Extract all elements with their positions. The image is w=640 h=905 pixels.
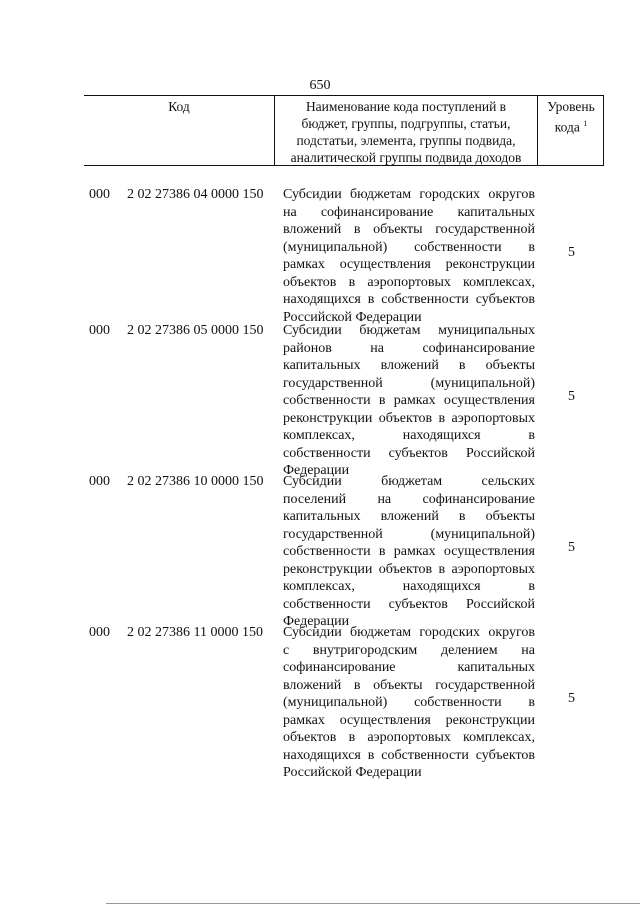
description-line: софинансирование капитальных (283, 660, 535, 675)
header-table (84, 95, 604, 166)
header-name-line: бюджет, группы, подгруппы, статьи, (301, 116, 511, 131)
admin-code: 000 (89, 625, 110, 640)
description-line: собственности в рамках осуществления (283, 544, 535, 559)
description-line: государственной (муниципальной) (283, 375, 535, 391)
description-line: (муниципальной) собственности в (283, 239, 535, 255)
description-line: Российской Федерации (283, 765, 422, 780)
description-line: находящихся в собственности субъектов (283, 747, 535, 763)
revenue-code: 2 02 27386 04 0000 150 (127, 187, 264, 202)
page-number: 650 (309, 78, 331, 93)
description-line: капитальных вложений в объекты (283, 358, 535, 373)
code-level: 5 (568, 389, 575, 404)
description-line: государственной (муниципальной) (283, 526, 535, 542)
scan-edge-line (106, 903, 640, 904)
header-level-line1: Уровень (547, 99, 595, 114)
description-line: Субсидии бюджетам муниципальных (283, 323, 535, 338)
description-line: собственности субъектов Российской (283, 596, 535, 612)
revenue-code: 2 02 27386 10 0000 150 (127, 474, 264, 489)
description-line: вложений в объекты государственной (283, 222, 535, 237)
description-line: комплексах, находящихся в (283, 428, 535, 443)
admin-code: 000 (89, 323, 110, 338)
revenue-description (283, 624, 535, 782)
description-line: реконструкции объектов в аэропортовых (283, 561, 535, 577)
footnote-marker: 1 (583, 119, 588, 128)
description-line: реконструкции объектов в аэропортовых (283, 410, 535, 426)
description-line: Субсидии бюджетам сельских (283, 474, 535, 489)
description-line: собственности в рамках осуществления (283, 393, 535, 408)
description-line: районов на софинансирование (283, 340, 535, 356)
description-line: с внутригородским делением на (283, 642, 535, 658)
description-line: Субсидии бюджетам городских округов (283, 187, 535, 202)
revenue-description (283, 473, 535, 631)
header-code: Код (168, 99, 190, 114)
admin-code: 000 (89, 474, 110, 489)
header-level-line2: кода $^1$ (554, 119, 588, 135)
description-line: вложений в объекты государственной (283, 677, 535, 693)
code-level: 5 (568, 245, 575, 260)
description-line: находящихся в собственности субъектов (283, 292, 535, 307)
description-line: объектов в аэропортовых комплексах, (283, 274, 535, 290)
description-line: Российской Федерации (283, 309, 422, 325)
header-level (538, 98, 604, 136)
revenue-description (283, 322, 535, 480)
header-name-line: подстатьи, элемента, группы подвида, (296, 133, 516, 148)
revenue-description (283, 186, 535, 326)
description-line: комплексах, находящихся в (283, 579, 535, 594)
description-line: (муниципальной) собственности в (283, 695, 535, 710)
description-line: рамках осуществления реконструкции (283, 257, 535, 272)
column-divider (274, 96, 275, 165)
header-name-line: Наименование кода поступлений в (305, 99, 507, 114)
description-line: Федерации (283, 463, 350, 478)
description-line: поселений на софинансирование (283, 491, 535, 507)
header-name-line: аналитической группы подвида доходов (290, 150, 522, 165)
description-line: рамках осуществления реконструкции (283, 712, 535, 728)
description-line: на софинансирование капитальных (283, 204, 535, 220)
description-line: Федерации (283, 614, 350, 629)
revenue-code: 2 02 27386 05 0000 150 (127, 323, 264, 338)
description-line: объектов в аэропортовых комплексах, (283, 730, 535, 745)
header-name (277, 98, 535, 166)
description-line: Субсидии бюджетам городских округов (283, 625, 535, 640)
code-level: 5 (568, 691, 575, 706)
revenue-code: 2 02 27386 11 0000 150 (127, 625, 263, 640)
description-line: собственности субъектов Российской (283, 445, 535, 461)
code-level: 5 (568, 540, 575, 555)
admin-code: 000 (89, 187, 110, 202)
description-line: капитальных вложений в объекты (283, 509, 535, 524)
